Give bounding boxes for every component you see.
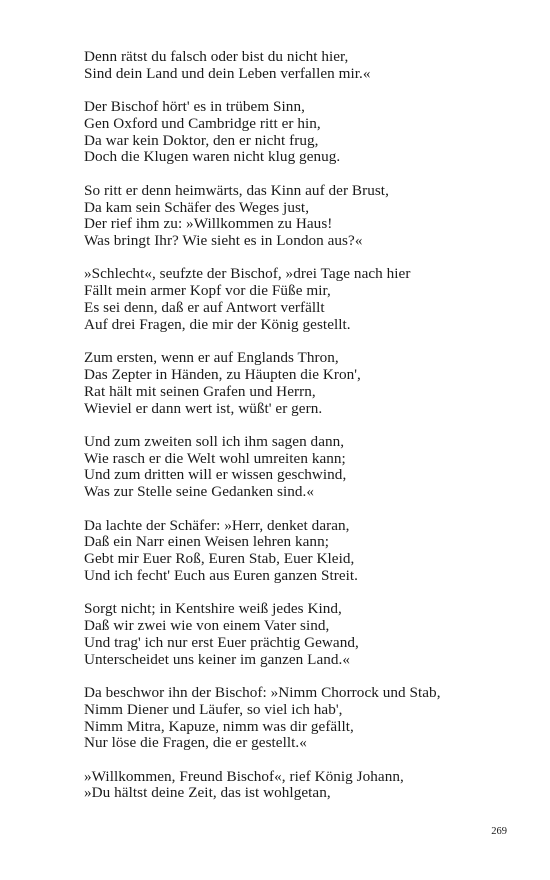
stanza [84,99,524,166]
verse-line: Gen Oxford und Cambridge ritt er hin, [84,114,321,132]
verse-line: Da lachte der Schäfer: »Herr, denket daran, [84,516,350,534]
verse-line: Es sei denn, daß er auf Antwort verfällt [84,299,325,317]
verse-line: Was zur Stelle seine Gedanken sind.« [84,483,315,501]
verse-line: Nimm Mitra, Kapuze, nimm was dir gefällt, [84,717,354,735]
stanza [84,685,524,752]
verse-line: Und zum zweiten soll ich ihm sagen dann, [84,432,345,450]
verse-line: Was bringt Ihr? Wie sieht es in London aus?« [84,232,363,250]
stanza [84,49,524,83]
verse-line: Nimm Diener und Läufer, so viel ich hab', [84,700,343,718]
verse-line: Und ich fecht' Euch aus Euren ganzen Streit. [84,566,358,584]
stanza [84,434,524,501]
verse-line: Und trag' ich nur erst Euer prächtig Gewand, [84,633,359,651]
verse-line: Doch die Klugen waren nicht klug genug. [84,148,341,166]
stanza [84,769,524,803]
stanza [84,183,524,250]
verse-line: Sind dein Land und dein Leben verfallen mir.« [84,64,371,82]
verse-line: Da kam sein Schäfer des Weges just, [84,198,310,216]
verse-line: So ritt er denn heimwärts, das Kinn auf der Brust, [84,181,389,199]
verse-line: Rat hält mit seinen Grafen und Herrn, [84,382,316,400]
verse-line: Das Zepter in Händen, zu Häupten die Kron', [84,365,361,383]
poem-text [84,49,524,819]
verse-line: »Du hältst deine Zeit, das ist wohlgetan, [84,784,331,802]
verse-line: »Willkommen, Freund Bischof«, rief König Johann, [84,767,404,785]
verse-line: »Schlecht«, seufzte der Bischof, »drei Tage nach hier [84,265,411,283]
page-number: 269 [491,826,507,837]
verse-line: Gebt mir Euer Roß, Euren Stab, Euer Kleid, [84,550,355,568]
verse-line: Unterscheidet uns keiner im ganzen Land.« [84,650,351,668]
verse-line: Der Bischof hört' es in trübem Sinn, [84,98,305,116]
verse-line: Daß wir zwei wie von einem Vater sind, [84,617,330,635]
stanza [84,518,524,585]
verse-line: Auf drei Fragen, die mir der König gestellt. [84,315,351,333]
verse-line: Und zum dritten will er wissen geschwind, [84,466,347,484]
stanza [84,266,524,333]
verse-line: Wieviel er dann wert ist, wüßt' er gern. [84,399,323,417]
verse-line: Fällt mein armer Kopf vor die Füße mir, [84,282,331,300]
verse-line: Wie rasch er die Welt wohl umreiten kann; [84,449,346,467]
verse-line: Sorgt nicht; in Kentshire weiß jedes Kind, [84,600,342,618]
stanza [84,601,524,668]
verse-line: Der rief ihm zu: »Willkommen zu Haus! [84,215,333,233]
verse-line: Denn rätst du falsch oder bist du nicht hier, [84,48,349,65]
verse-line: Da war kein Doktor, den er nicht frug, [84,131,319,149]
verse-line: Nur löse die Fragen, die er gestellt.« [84,734,307,752]
verse-line: Da beschwor ihn der Bischof: »Nimm Chorrock und Stab, [84,683,441,701]
verse-line: Zum ersten, wenn er auf Englands Thron, [84,349,339,367]
verse-line: Daß ein Narr einen Weisen lehren kann; [84,533,329,551]
stanza [84,350,524,417]
